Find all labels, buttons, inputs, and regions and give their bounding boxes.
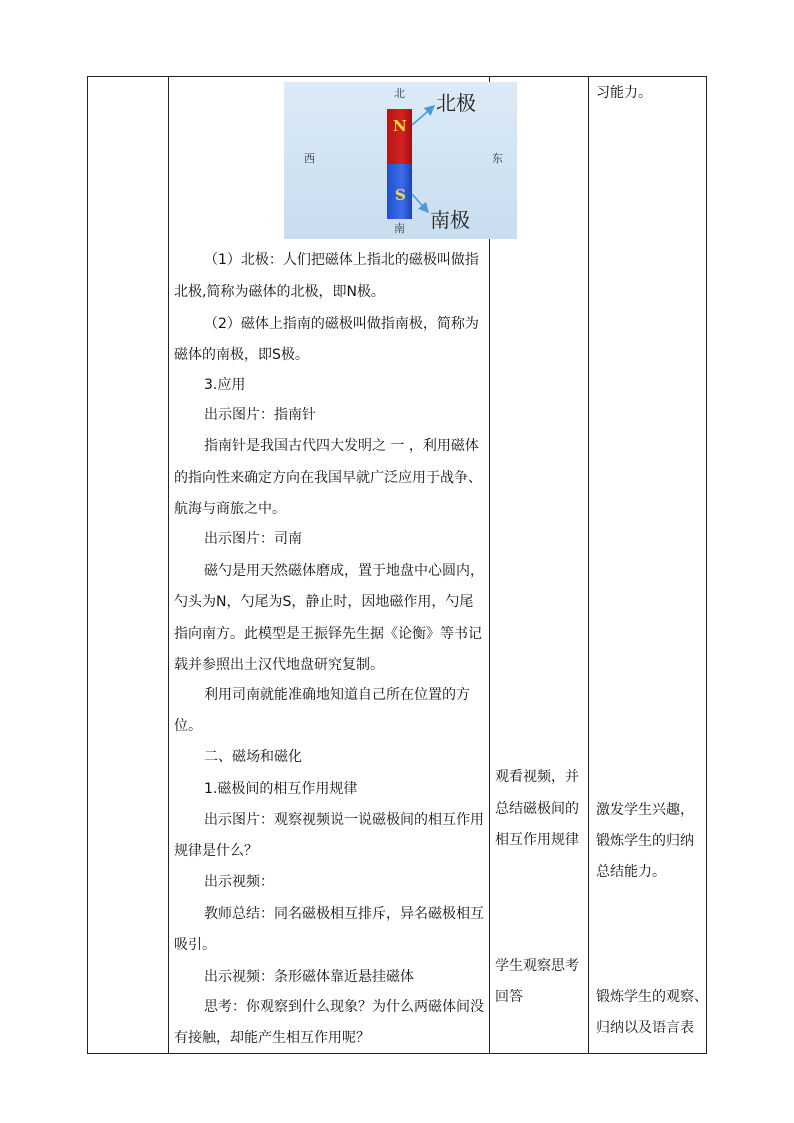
activity-line: 相互作用规律 (495, 832, 579, 848)
paragraph-line: 有接触，却能产生相互作用呢？ (174, 1030, 370, 1046)
section-heading: 二、磁场和磁化 (204, 749, 302, 765)
paragraph-line: 出示视频：条形磁体靠近悬挂磁体 (204, 969, 414, 985)
intent-line: 激发学生兴趣， (596, 802, 694, 818)
paragraph-line: 磁勺是用天然磁体磨成，置于地盘中心圆内， (204, 563, 484, 579)
section-heading: 3.应用 (204, 377, 246, 393)
activity-line: 观看视频，并 (495, 769, 579, 785)
intent-line: 习能力。 (596, 85, 652, 101)
paragraph-line: 勺头为N，勺尾为S，静止时，因地磁作用，勺尾 (174, 594, 474, 610)
paragraph-line: 北极,简称为磁体的北极，即N极。 (174, 284, 385, 300)
paragraph-line: 思考：你观察到什么现象？为什么两磁体间没 (204, 999, 484, 1015)
design-intent-cell (589, 77, 707, 1053)
activity-line: 学生观察思考 (495, 958, 579, 974)
paragraph-line: 出示图片：观察视频说一说磁极间的相互作用 (204, 812, 484, 828)
student-activity-cell (490, 77, 588, 1053)
paragraph-line: 规律是什么？ (174, 843, 258, 859)
paragraph-line: 指南针是我国古代四大发明之 一 ，利用磁体 (204, 438, 479, 454)
paragraph-line: 出示图片：指南针 (204, 407, 316, 423)
paragraph-line: 的指向性来确定方向在我国早就广泛应用于战争、 (174, 470, 482, 486)
subsection-heading: 1.磁极间的相互作用规律 (204, 781, 358, 797)
intent-line: 归纳以及语言表 (596, 1020, 694, 1036)
north-pole-label: 北极 (436, 91, 476, 115)
figure-west-label: 西 (304, 152, 315, 165)
intent-line: 总结能力。 (596, 864, 666, 880)
south-pole-label: 南极 (430, 208, 470, 232)
paragraph-line: （2）磁体上指南的磁极叫做指南极，简称为 (204, 316, 479, 332)
paragraph-line: 利用司南就能准确地知道自己所在位置的方 (204, 687, 470, 703)
activity-line: 回答 (495, 989, 523, 1005)
figure-south-label: 南 (394, 222, 405, 235)
lesson-table (87, 76, 707, 1054)
paragraph-line: 出示视频： (204, 874, 274, 890)
intent-line: 锻炼学生的归纳 (596, 833, 694, 849)
bar-magnet-figure (284, 82, 517, 239)
n-letter: N (393, 117, 407, 135)
s-letter: S (395, 186, 406, 204)
paragraph-line: 航海与商旅之中。 (174, 501, 286, 517)
paragraph-line: 磁体的南极，即S极。 (174, 347, 309, 363)
figure-north-label: 北 (394, 87, 405, 100)
teaching-content-cell (169, 77, 503, 1053)
paragraph-line: 载并参照出土汉代地盘研究复制。 (174, 657, 384, 673)
figure-east-label: 东 (492, 152, 503, 165)
activity-line: 总结磁极间的 (495, 801, 579, 817)
intent-line: 锻炼学生的观察、 (596, 989, 708, 1005)
paragraph-line: 教师总结：同名磁极相互排斥，异名磁极相互 (204, 906, 484, 922)
paragraph-line: 出示图片：司南 (204, 531, 302, 547)
pointer-arrows (284, 82, 517, 239)
paragraph-line: 指向南方。此模型是王振铎先生据《论衡》等书记 (174, 626, 482, 642)
paragraph-line: （1）北极：人们把磁体上指北的磁极叫做指 (204, 252, 479, 268)
paragraph-line: 吸引。 (174, 937, 216, 953)
paragraph-line: 位。 (174, 718, 202, 734)
